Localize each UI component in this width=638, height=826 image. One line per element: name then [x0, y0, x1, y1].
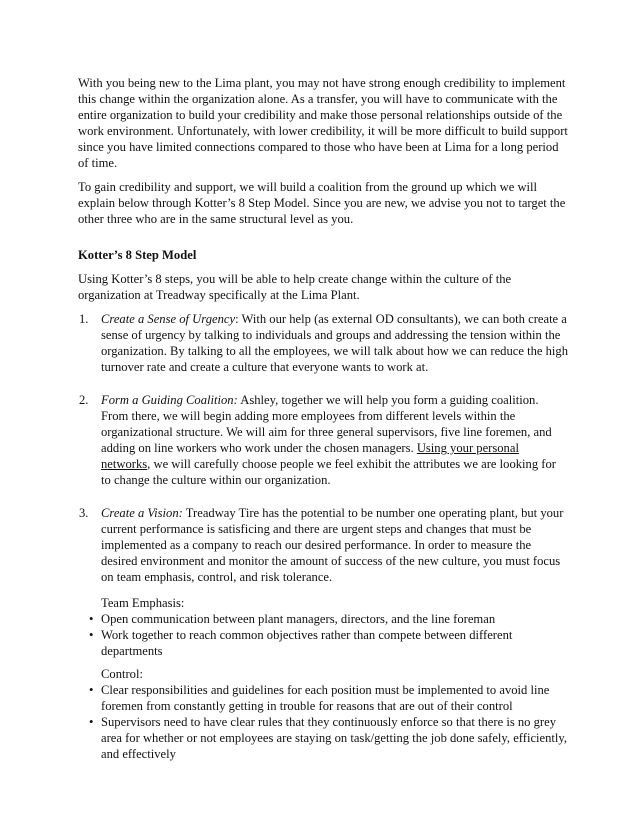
bullet-text: Supervisors need to have clear rules that they continuously enforce so that there is no grey area for whether or not employees are staying on task/getting the job done safely, efficiently, and effectively [101, 715, 568, 761]
bullet-item [78, 611, 568, 627]
bullet-item [78, 627, 568, 659]
document-page [78, 75, 568, 769]
bullet-text: Clear responsibilities and guidelines for each position must be implemented to avoid line foremen from constantly getting in trouble for reasons that are out of their control [101, 683, 550, 713]
steps-list [78, 311, 568, 585]
step-number: 1. [79, 312, 89, 326]
control-title: Control: [101, 667, 143, 681]
step-label: Create a Vision: [101, 506, 183, 520]
step-text: Ashley, together we will help you form a guiding coalition. From there, we will begin adding more employees from different levels within the organizational structure. We will aim for three general supervisors, five line foremen, and adding on line workers who work under the chosen managers. [101, 393, 552, 455]
bullet-icon: • [89, 683, 94, 697]
step-number: 3. [79, 506, 89, 520]
step-label: Create a Sense of Urgency [101, 312, 236, 326]
step-text: : With our help (as external OD consultants), we can both create a sense of urgency by talking to individuals and groups and addressing the tension within the organization. By talking to all the employees, we will talk about how we can reduce the high turnover rate and create a culture that everyone wants to work at. [101, 312, 569, 374]
team-emphasis-group [78, 595, 568, 659]
bullet-item [78, 682, 568, 714]
section-heading: Kotter’s 8 Step Model [78, 248, 197, 262]
bullet-text: Work together to reach common objectives rather than compete between different departments [101, 628, 513, 658]
step-item-2 [78, 392, 568, 488]
team-emphasis-title: Team Emphasis: [101, 596, 185, 610]
step-text-continued: , we will carefully choose people we feel exhibit the attributes we are looking for to change the culture within our organization. [101, 457, 556, 487]
step-item-3 [78, 505, 568, 585]
bullet-text: Open communication between plant managers, directors, and the line foreman [101, 612, 496, 626]
bullet-icon: • [89, 612, 94, 626]
underlined-text: Using your personal networks [101, 441, 519, 471]
step-item-1 [78, 311, 568, 375]
control-group [78, 666, 568, 762]
step-number: 2. [79, 393, 89, 407]
bullet-item [78, 714, 568, 762]
section-intro: Using Kotter’s 8 steps, you will be able to help create change within the culture of the organization at Treadway specifically at the Lima Plant. [78, 272, 512, 302]
bullet-icon: • [89, 715, 94, 729]
bullet-icon: • [89, 628, 94, 642]
intro-paragraph-1: With you being new to the Lima plant, you may not have strong enough credibility to implement this change within the organization alone. As a transfer, you will have to communicate with the entire organization to build your credibility and make those personal relationships outside of the work environment. Unfortunately, with lower credibility, it will be more difficult to build support since you have limited connections compared to those who have been at Lima for a long period of time. [78, 76, 568, 170]
step-label: Form a Guiding Coalition: [101, 393, 238, 407]
step-text: Treadway Tire has the potential to be number one operating plant, but your current performance is satisficing and there are urgent steps and changes that must be implemented as a company to reach our desired performance. In order to measure the desired environment and monitor the amount of success of the new culture, you must focus on team emphasis, control, and risk tolerance. [101, 506, 564, 584]
intro-paragraph-2: To gain credibility and support, we will build a coalition from the ground up which we will explain below through Kotter’s 8 Step Model. Since you are new, we advise you not to target the other three who are in the same structural level as you. [78, 180, 566, 226]
